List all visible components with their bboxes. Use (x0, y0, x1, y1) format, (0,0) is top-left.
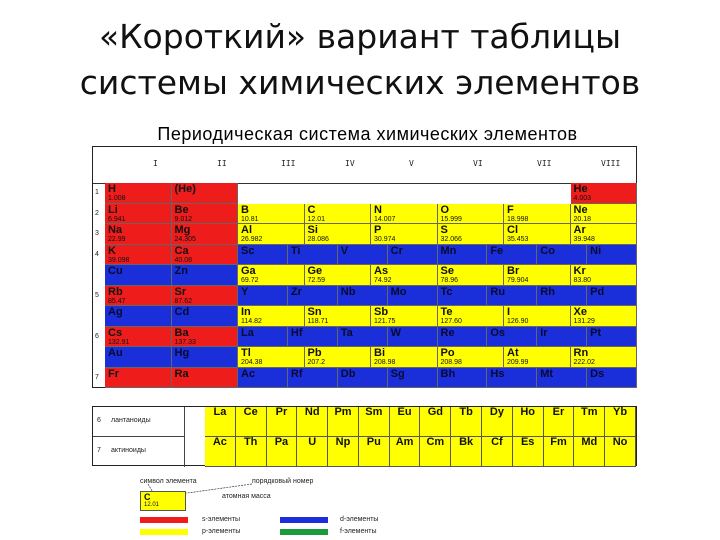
period-number: 6 (95, 332, 99, 340)
f-element-cell-pu: Pu (359, 437, 390, 467)
element-symbol: Sc (241, 244, 255, 257)
legend-number-label: порядковый номер (252, 478, 314, 485)
actinides-label-cell (93, 437, 185, 467)
element-mass: 20.18 (573, 215, 592, 223)
group-header-8: VIII (601, 159, 621, 168)
element-symbol: Re (440, 326, 455, 339)
element-cell-cd (172, 306, 239, 327)
group-header-1: I (153, 159, 158, 168)
element-symbol: Rn (573, 347, 589, 359)
f-element-cell-fm: Fm (544, 437, 575, 467)
element-cell-ds (587, 368, 637, 389)
element-mass: 222.02 (573, 359, 595, 366)
element-mass: 87.62 (174, 297, 193, 305)
f-element-cell-dy: Dy (482, 407, 513, 437)
element-symbol: Ca (174, 244, 189, 257)
element-cell-cs (105, 327, 172, 348)
legend-mass-label: атомная масса (222, 493, 271, 500)
element-symbol: Ds (590, 367, 605, 380)
element-symbol: In (241, 306, 251, 318)
element-symbol: Po (440, 347, 455, 359)
element-symbol: C (307, 203, 316, 216)
element-cell-la (238, 327, 288, 348)
element-cell-bh (438, 368, 488, 389)
element-symbol: He (573, 183, 588, 195)
element-cell-hf (288, 327, 338, 348)
f-element-cell-es: Es (513, 437, 544, 467)
element-mass: 131.29 (573, 318, 595, 325)
period-number: 7 (95, 373, 99, 381)
element-cell-c (305, 204, 372, 225)
element-cell-sc (238, 245, 288, 266)
period-number: 1 (95, 189, 99, 196)
element-cell-fr (105, 368, 172, 389)
lanthanides-label-cell (93, 407, 185, 437)
element-cell-zr (288, 286, 338, 307)
element-cell-rh (537, 286, 587, 307)
element-symbol: Rb (108, 285, 123, 298)
element-symbol: Y (241, 285, 249, 298)
group-header-3: III (281, 159, 296, 168)
element-cell-ag (105, 306, 172, 327)
element-symbol: Ba (174, 326, 189, 339)
element-cell-sn (305, 306, 372, 327)
element-cell-he (571, 183, 638, 204)
element-symbol: N (374, 203, 382, 216)
element-symbol: F (507, 203, 514, 216)
element-symbol: La (241, 326, 254, 339)
element-cell-co (537, 245, 587, 266)
slide-title-line-1: «Короткий» вариант таблицы (98, 17, 622, 56)
element-symbol: Cr (390, 244, 403, 257)
f-element-cell-nd: Nd (297, 407, 328, 437)
element-symbol: Te (440, 306, 453, 318)
element-symbol: At (507, 347, 519, 359)
legend-key-cell (140, 491, 186, 511)
element-symbol: Rf (290, 367, 303, 380)
element-mass: 1.008 (108, 195, 126, 202)
f-element-cell-pa: Pa (267, 437, 298, 467)
element-cell-y (238, 286, 288, 307)
period-number: 2 (95, 209, 99, 217)
element-cell-i (504, 306, 571, 327)
element-cell-o (438, 204, 505, 225)
element-symbol: Br (507, 265, 520, 277)
element-cell-cu (105, 265, 172, 286)
element-symbol: Li (108, 203, 118, 216)
element-cell-os (487, 327, 537, 348)
element-mass: 35.453 (507, 236, 529, 243)
element-symbol: Ar (573, 224, 586, 236)
element-symbol: Au (108, 347, 123, 359)
element-symbol: Cl (507, 224, 518, 236)
element-symbol: S (440, 224, 448, 236)
element-symbol: Sn (307, 306, 322, 318)
element-cell-ta (338, 327, 388, 348)
element-symbol: Mg (174, 224, 191, 236)
element-cell-xe (571, 306, 638, 327)
element-symbol: As (374, 265, 389, 277)
element-mass: 10.81 (241, 215, 259, 223)
element-symbol: Al (241, 224, 252, 236)
element-mass: 204.38 (241, 359, 263, 366)
element-cell-ni (587, 245, 637, 266)
element-cell-li (105, 204, 172, 225)
legend-d-label: d-элементы (340, 516, 379, 523)
element-symbol: Rh (540, 285, 555, 298)
element-mass: 69.72 (241, 277, 259, 284)
legend-symbol-label: символ элемента (140, 478, 197, 485)
lanthanides-label: лантаноиды (111, 417, 151, 424)
element-symbol: Tl (241, 347, 251, 359)
f-element-cell-u: U (297, 437, 328, 467)
element-cell-cl (504, 224, 571, 245)
element-mass: 78.96 (440, 277, 459, 284)
element-symbol: Tc (440, 285, 453, 298)
group-header-2: II (217, 159, 227, 168)
element-symbol: W (390, 326, 402, 339)
element-symbol: Ir (540, 326, 548, 339)
element-mass: 126.90 (507, 318, 529, 325)
element-symbol: Kr (573, 265, 586, 277)
element-mass: 79.904 (507, 277, 529, 284)
lanthanides-row (205, 407, 636, 437)
element-cell-v (338, 245, 388, 266)
element-mass: 18.998 (507, 215, 529, 223)
element-symbol: Ne (573, 203, 588, 216)
element-symbol: Ra (174, 367, 189, 380)
element-symbol: Os (490, 326, 506, 339)
element-symbol: Mt (540, 367, 554, 380)
f-element-cell-tm: Tm (574, 407, 605, 437)
element-symbol: V (340, 244, 349, 257)
element-cell-ar (571, 224, 638, 245)
element-symbol: Ag (108, 306, 123, 318)
element-mass: 32.066 (440, 236, 462, 243)
element-symbol: Cu (108, 265, 123, 277)
element-cell-hs (487, 368, 537, 389)
element-mass: 28.086 (307, 236, 329, 243)
f-element-cell-ce: Ce (236, 407, 267, 437)
f-element-cell-gd: Gd (420, 407, 451, 437)
element-symbol: Sr (174, 285, 187, 298)
element-mass: 72.59 (307, 277, 326, 284)
element-symbol: Si (307, 224, 318, 236)
f-element-cell-cf: Cf (482, 437, 513, 467)
element-cell-pb (305, 347, 372, 368)
group-header-5: V (409, 159, 414, 168)
period-number: 4 (95, 250, 99, 258)
element-symbol: Pt (590, 326, 602, 339)
element-mass: 24.305 (174, 236, 196, 243)
element-cell-cr (388, 245, 438, 266)
element-cell-ca (172, 245, 239, 266)
element-symbol: Be (174, 203, 189, 216)
element-cell-h (105, 183, 172, 204)
element-cell-rn (571, 347, 638, 368)
element-cell-te (438, 306, 505, 327)
element-mass: 12.01 (307, 215, 326, 223)
element-mass: 208.98 (374, 359, 396, 366)
element-symbol: Fr (108, 367, 119, 380)
element-cell-po (438, 347, 505, 368)
element-cell-rb (105, 286, 172, 307)
element-symbol: Na (108, 224, 123, 236)
element-cell-fe (487, 245, 537, 266)
element-symbol: Nb (340, 285, 356, 298)
f-element-cell-no: No (605, 437, 636, 467)
element-cell-ac (238, 368, 288, 389)
element-cell-n (371, 204, 438, 225)
element-symbol: Fe (490, 244, 504, 257)
element-symbol: Bh (440, 367, 456, 380)
element-mass: 15.999 (440, 215, 462, 223)
f-element-cell-pm: Pm (328, 407, 359, 437)
element-cell-ne (571, 204, 638, 225)
element-mass: 9.012 (174, 215, 193, 223)
element-symbol: Ge (307, 265, 323, 277)
lanthanide-actinide-table (92, 406, 637, 466)
element-symbol: Sb (374, 306, 389, 318)
element-symbol: Hs (490, 367, 505, 380)
f-element-cell-bk: Bk (451, 437, 482, 467)
element-cell-re (438, 327, 488, 348)
f-element-cell-yb: Yb (605, 407, 636, 437)
element-cell-pd (587, 286, 637, 307)
element-cell-he (172, 183, 239, 204)
f-element-cell-am: Am (390, 437, 421, 467)
element-mass: 40.08 (174, 256, 193, 264)
element-mass: 30.974 (374, 236, 396, 243)
element-mass: 137.33 (174, 338, 196, 346)
element-cell-k (105, 245, 172, 266)
element-cell-zn (172, 265, 239, 286)
f-element-cell-tb: Tb (451, 407, 482, 437)
element-cell-ge (305, 265, 372, 286)
element-cell-p (371, 224, 438, 245)
periodic-table-title: Периодическая система химических элементов (157, 124, 578, 144)
periodic-table (92, 146, 637, 388)
element-cell-ti (288, 245, 338, 266)
element-symbol: Xe (573, 306, 587, 318)
element-cell-ru (487, 286, 537, 307)
legend-s-label: s-элементы (202, 516, 241, 523)
element-symbol: Sg (390, 367, 405, 380)
f-element-cell-np: Np (328, 437, 359, 467)
element-cell-bi (371, 347, 438, 368)
element-cell-sr (172, 286, 239, 307)
element-cell-ba (172, 327, 239, 348)
element-symbol: Co (540, 244, 555, 257)
element-symbol: I (507, 306, 511, 318)
element-cell-si (305, 224, 372, 245)
element-cell-ga (238, 265, 305, 286)
element-symbol: Ru (490, 285, 506, 298)
actinides-row (205, 437, 636, 467)
legend-s-swatch (140, 517, 188, 523)
element-symbol: Zr (290, 285, 302, 298)
element-mass: 85.47 (108, 297, 126, 305)
element-symbol: Mn (440, 244, 457, 257)
element-symbol: Ti (290, 244, 301, 257)
f-element-cell-er: Er (544, 407, 575, 437)
element-mass: 22.99 (108, 236, 126, 243)
element-mass: 83.80 (573, 277, 592, 284)
element-symbol: P (374, 224, 382, 236)
element-symbol: Mo (390, 285, 407, 298)
element-cell-nb (338, 286, 388, 307)
element-cell-be (172, 204, 239, 225)
element-cell-au (105, 347, 172, 368)
element-cell-as (371, 265, 438, 286)
element-mass: 6.941 (108, 215, 126, 223)
element-cell-sb (371, 306, 438, 327)
group-header (93, 147, 636, 184)
element-mass: 121.75 (374, 318, 396, 325)
element-mass: 74.92 (374, 277, 392, 284)
element-cell-rf (288, 368, 338, 389)
element-symbol: Db (340, 367, 356, 380)
element-symbol: Pb (307, 347, 322, 359)
period-number: 3 (95, 230, 99, 237)
element-mass: 14.007 (374, 215, 396, 223)
element-cell-mo (388, 286, 438, 307)
f-element-cell-ac: Ac (205, 437, 236, 467)
element-cell-f (504, 204, 571, 225)
element-cell-na (105, 224, 172, 245)
element-symbol: Ga (241, 265, 256, 277)
element-cell-b (238, 204, 305, 225)
legend-f-swatch (280, 529, 328, 535)
element-cell-db (338, 368, 388, 389)
legend-f-label: f-элементы (340, 528, 377, 535)
element-cell-in (238, 306, 305, 327)
period-number: 5 (95, 291, 99, 299)
element-cell-mn (438, 245, 488, 266)
group-header-6: VI (473, 159, 483, 168)
element-mass: 207.2 (307, 359, 326, 366)
legend-key-mass: 12.01 (144, 502, 160, 508)
element-symbol: Ac (241, 367, 256, 380)
element-cell-tc (438, 286, 488, 307)
element-mass: 209.99 (507, 359, 529, 366)
f-element-cell-md: Md (574, 437, 605, 467)
element-cell-kr (571, 265, 638, 286)
legend-p-label: p-элементы (202, 528, 241, 535)
element-symbol: (He) (174, 183, 196, 195)
legend-key-symbol: C (144, 492, 151, 502)
element-symbol: Zn (174, 265, 188, 277)
element-symbol: O (440, 203, 450, 216)
f-element-cell-pr: Pr (267, 407, 298, 437)
element-mass: 208.98 (440, 359, 462, 366)
element-cell-ra (172, 368, 239, 389)
f-element-cell-cm: Cm (420, 437, 451, 467)
group-header-7: VII (537, 159, 552, 168)
element-cell-sg (388, 368, 438, 389)
f-element-cell-la: La (205, 407, 236, 437)
f-element-cell-th: Th (236, 437, 267, 467)
element-cell-tl (238, 347, 305, 368)
element-cell-at (504, 347, 571, 368)
actinides-label: актиноиды (111, 447, 146, 454)
element-cell-mg (172, 224, 239, 245)
slide-title-line-2: системы химических элементов (79, 63, 641, 102)
f-element-cell-ho: Ho (513, 407, 544, 437)
element-cell-hg (172, 347, 239, 368)
element-cell-al (238, 224, 305, 245)
f-element-cell-sm: Sm (359, 407, 390, 437)
element-mass: 127.60 (440, 318, 462, 325)
element-mass: 118.71 (307, 318, 329, 325)
element-symbol: B (241, 203, 249, 216)
element-cell-ir (537, 327, 587, 348)
element-cell-mt (537, 368, 587, 389)
element-mass: 39.948 (573, 236, 595, 243)
element-symbol: Bi (374, 347, 385, 359)
element-symbol: Hg (174, 347, 190, 359)
element-mass: 132.91 (108, 338, 130, 346)
element-grid (95, 183, 636, 387)
element-symbol: Cs (108, 326, 123, 339)
element-mass: 39.098 (108, 256, 130, 264)
element-symbol: Pd (590, 285, 605, 298)
element-symbol: Ta (340, 326, 353, 339)
element-mass: 114.82 (241, 318, 262, 325)
element-symbol: Hf (290, 326, 303, 339)
element-symbol: K (108, 244, 116, 257)
element-symbol: H (108, 183, 116, 195)
element-mass: 4.003 (573, 195, 592, 202)
element-cell-br (504, 265, 571, 286)
actinides-period: 7 (97, 447, 101, 454)
element-symbol: Cd (174, 306, 190, 318)
f-element-cell-eu: Eu (390, 407, 421, 437)
element-cell-se (438, 265, 505, 286)
element-cell-pt (587, 327, 637, 348)
element-mass: 26.982 (241, 236, 263, 243)
element-symbol: Se (440, 265, 454, 277)
legend-p-swatch (140, 529, 188, 535)
group-header-4: IV (345, 159, 355, 168)
element-cell-s (438, 224, 505, 245)
element-symbol: Ni (590, 244, 602, 257)
slide-title (0, 14, 720, 106)
legend-d-swatch (280, 517, 328, 523)
element-cell-w (388, 327, 438, 348)
lanthanides-period: 6 (97, 417, 101, 424)
